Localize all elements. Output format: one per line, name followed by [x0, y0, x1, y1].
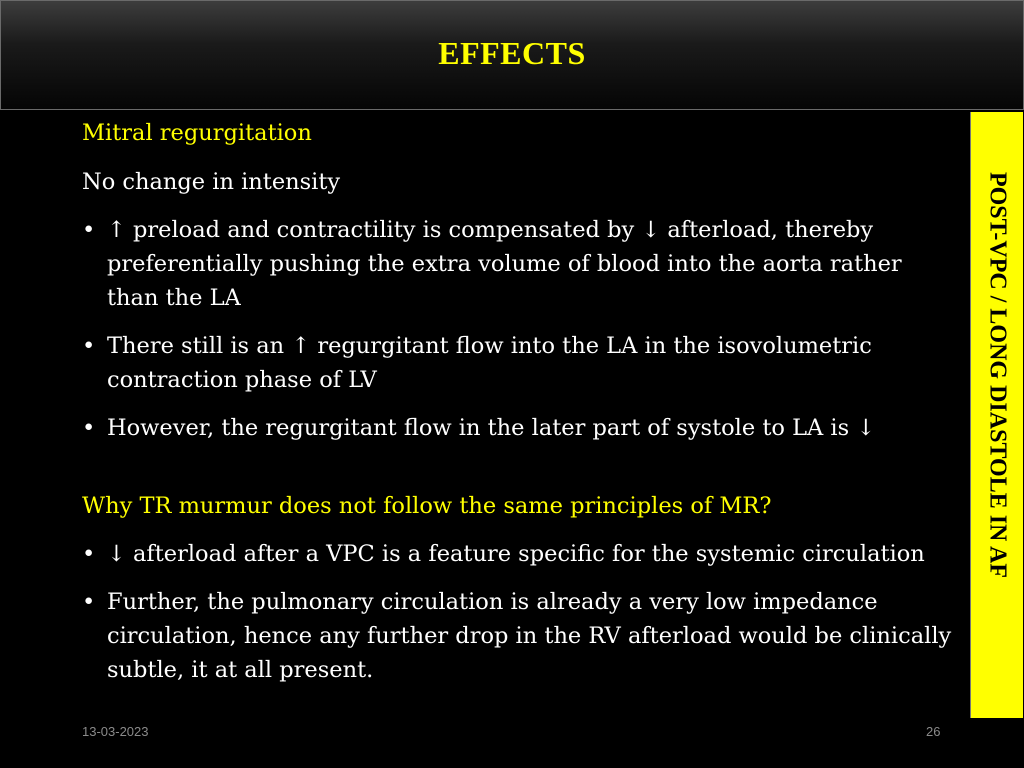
section-spacer — [82, 445, 952, 489]
bullet-icon: • — [82, 589, 96, 615]
section2-heading: Why TR murmur does not follow the same principles of MR? — [82, 493, 772, 519]
page-number: 26 — [926, 724, 941, 739]
title-bar — [0, 0, 1024, 110]
bullet-text: Further, the pulmonary circulation is already a very low impedance circulation, hence any further drop in the RV afterload would be clinically subtle, it at all present. — [107, 589, 952, 683]
list-item — [82, 585, 952, 687]
bullet-text: ↑ preload and contractility is compensated by ↓ afterload, thereby preferentially pushing the extra volume of blood into the aorta rather than the LA — [107, 217, 902, 311]
list-item — [82, 329, 952, 397]
slide-title: EFFECTS — [438, 34, 586, 71]
side-panel — [970, 112, 1023, 718]
bullet-icon: • — [82, 333, 96, 359]
list-item — [82, 537, 952, 571]
bullet-icon: • — [82, 541, 96, 567]
side-label: POST-VPC / LONG DIASTOLE IN AF — [984, 171, 1011, 579]
list-item — [82, 411, 952, 445]
bullet-text: There still is an ↑ regurgitant flow into the LA in the isovolumetric contraction phase of LV — [107, 333, 872, 393]
section1-bullet-list — [82, 213, 952, 445]
section1-subheading: No change in intensity — [82, 169, 341, 195]
bullet-icon: • — [82, 415, 96, 441]
list-item — [82, 213, 952, 315]
content-area — [82, 116, 952, 687]
bullet-text: ↓ afterload after a VPC is a feature specific for the systemic circulation — [107, 541, 925, 567]
bullet-icon: • — [82, 217, 96, 243]
footer-date: 13-03-2023 — [82, 724, 149, 739]
section1-heading: Mitral regurgitation — [82, 120, 312, 146]
bullet-text: However, the regurgitant flow in the later part of systole to LA is ↓ — [107, 415, 876, 441]
section2-bullet-list — [82, 537, 952, 687]
